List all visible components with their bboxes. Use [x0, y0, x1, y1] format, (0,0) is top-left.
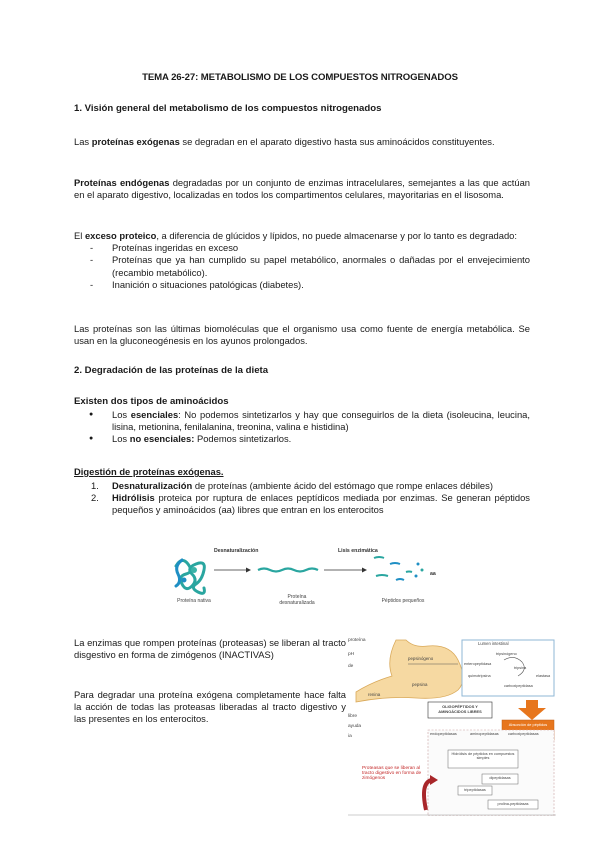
arrow-head — [246, 568, 251, 573]
left-cut-label: libre — [348, 714, 358, 719]
label-lumen: Lumen intestinal — [478, 641, 509, 646]
label-prolina-peptidasas: prolina-peptidasas — [497, 802, 529, 806]
list-item: - Inanición o situaciones patológicas (diabetes). — [112, 279, 530, 291]
step-number: 2. — [91, 492, 99, 504]
label-hidrolisis: Hidrólisis de péptidos en compuestos simples — [451, 752, 515, 760]
label-endopeptidasas: endopeptidasas — [430, 732, 457, 736]
bold-term: proteínas exógenas — [91, 136, 180, 147]
paragraph-zimogenos: La enzimas que rompen proteínas (proteasas) se liberan al tracto disgestivo en forma de zimógenos (INACTIVAS) — [74, 637, 346, 661]
text: : No podemos sintetizarlos y hay que conseguirlos de la dieta (isoleucina, leucina, lisina, metionina, fenilalanina, treonina, valina e histidina) — [112, 409, 530, 433]
label-pepsina: pepsina — [412, 682, 428, 687]
left-cut-label: ayuda — [348, 724, 362, 729]
text: Las — [74, 136, 92, 147]
text: Podemos sintetizarlos. — [194, 433, 292, 445]
text: proteica por ruptura de enlaces peptídicos mediada por enzimas. Se generan péptidos pequeños y aminoácidos (aa) libres que entran en los enterocitos — [112, 492, 530, 516]
digestion-steps-list — [74, 480, 530, 517]
label-quimotripsina: quimotripsina — [468, 674, 491, 678]
bold-term: no esenciales: — [129, 433, 195, 445]
paragraph-proteinas-exogenas — [74, 136, 530, 148]
label-dipeptidasas: dipeptidasas — [489, 776, 511, 780]
text: Los — [112, 409, 131, 420]
small-peptides-icon — [374, 557, 424, 580]
subheading-digestion — [74, 466, 530, 478]
section-1-heading: 1. Visión general del metabolismo de los compuestos nitrogenados — [74, 103, 382, 114]
label-peptidos-pequenos: Péptidos pequeños — [381, 598, 425, 604]
label-desnaturalizacion: Desnaturalización — [214, 548, 259, 554]
paragraph-exceso-proteico — [74, 230, 530, 291]
bold-term: Proteínas endógenas — [74, 177, 170, 188]
label-absorcion: Absorción de péptidos — [508, 722, 548, 727]
bold-term: Hidrólisis — [112, 492, 155, 504]
left-cut-label: proteína — [348, 638, 366, 643]
native-protein-icon — [176, 560, 204, 593]
bold-term: Desnaturalización — [112, 480, 193, 491]
label-proteina-nativa: Proteína nativa — [177, 598, 211, 604]
bold-term: esenciales — [130, 409, 179, 420]
section-2-heading: 2. Degradación de las proteínas de la dieta — [74, 365, 269, 376]
document-title: TEMA 26-27: METABOLISMO DE LOS COMPUESTOS NITROGENADOS — [142, 72, 458, 83]
orange-arrow-body — [526, 700, 538, 708]
arrow-head — [362, 568, 367, 573]
list-item-step-2 — [91, 492, 530, 516]
label-red-annotation: Proteasas que se liberan al tracto digestivo en forma de zimógenos — [362, 766, 422, 781]
paragraph-proteinas-endogenas — [74, 177, 530, 201]
subheading-tipos: Existen dos tipos de aminoácidos — [74, 396, 229, 407]
text: de proteínas (ambiente ácido del estómago que rompe enlaces débiles) — [192, 480, 493, 491]
text: Los — [112, 433, 130, 445]
text: , a diferencia de glúcidos y lípidos, no puede almacenarse y por lo tanto es degradado: — [156, 230, 517, 241]
label-enteropeptidasa: enteropeptidasa — [464, 662, 492, 666]
list-item-esenciales — [112, 409, 530, 433]
underlined-heading: Digestión de proteínas exógenas. — [74, 466, 224, 477]
label-tripsinogeno: tripsinógeno — [496, 652, 517, 656]
list-item: - Proteínas que ya han cumplido su papel metabólico, anormales o dañadas por el envejecimiento (recambio metabólico). — [112, 254, 530, 278]
label-elastasa: elastasa — [536, 674, 551, 678]
paragraph-energia: Las proteínas son las últimas biomoléculas que el organismo usa como fuente de energía metabólica. Se usan en la gluconeogénesis en los ayunos prolongados. — [74, 323, 530, 347]
label-tripeptidasas: tripeptidasas — [464, 788, 486, 792]
label-aminopeptidasas: aminopeptidasas — [470, 732, 499, 736]
label-aa: aa — [430, 571, 436, 577]
text: desnaturalizada — [279, 600, 315, 606]
denatured-protein-icon — [258, 569, 318, 572]
list-item: - Proteínas ingeridas en exceso — [112, 242, 530, 254]
list-item-no-esenciales — [112, 433, 530, 445]
figure-digestive-proteases — [348, 634, 556, 816]
left-cut-label: pH — [348, 652, 355, 657]
list-item-step-1 — [91, 480, 530, 492]
left-cut-label: ia — [348, 734, 352, 739]
label-tripsina: tripsina — [514, 666, 527, 670]
bold-term: exceso proteico — [84, 230, 157, 241]
paragraph-degradar: Para degradar una proteína exógena completamente hace falta la acción de todas las proteasas liberadas al tracto digestivo y las presentes en los enterocitos. — [74, 689, 346, 725]
text: se degradan en el aparato digestivo hasta sus aminoácidos constituyentes. — [179, 136, 495, 147]
label-renina: renina — [368, 692, 381, 697]
label-oligopeptidos: OLIGOPÉPTIDOS Y AMINOÁCIDOS LIBRES — [438, 704, 482, 714]
exceso-list — [74, 242, 530, 291]
figure-protein-degradation — [166, 546, 466, 608]
label-carboxipeptidasas: carboxipeptidasas — [508, 732, 539, 736]
aminoacid-types-list — [74, 409, 530, 446]
text: El — [74, 230, 85, 241]
label-pepsinogeno: pepsinógeno — [408, 656, 434, 661]
label-carboxipeptidasa: carboxipeptidasa — [504, 684, 533, 688]
step-number: 1. — [91, 480, 99, 491]
orange-arrow-head — [518, 708, 546, 720]
text: degradadas por un conjunto de enzimas intracelulares, semejantes a las que actúan en el aparato digestivo, localizadas en todos los compartimentos celulares, mayoritarias en el lisosoma. — [74, 177, 530, 201]
label-proteina-desnaturalizada — [262, 594, 332, 606]
text: Proteína — [287, 594, 307, 600]
left-cut-label: de — [348, 664, 354, 669]
label-lisis: Lisis enzimática — [338, 548, 378, 554]
